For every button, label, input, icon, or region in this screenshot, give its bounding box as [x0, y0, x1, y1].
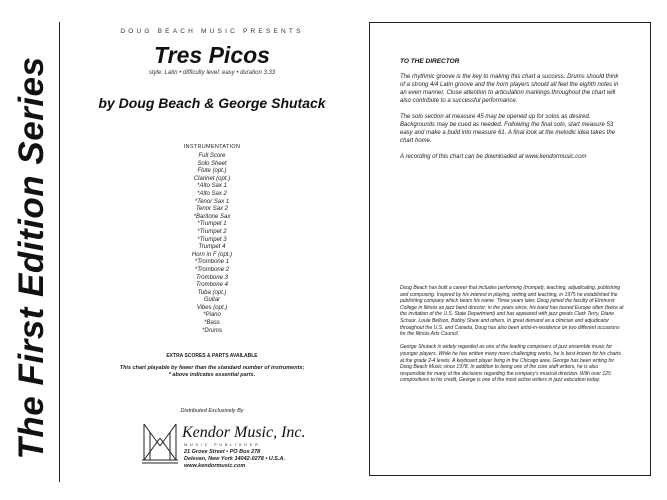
series-sidebar — [6, 22, 60, 482]
cover-left-column — [62, 0, 362, 500]
director-panel — [369, 22, 651, 476]
distributed-by: Distributed Exclusively By — [180, 408, 244, 414]
address-line: 21 Grove Street • PO Box 278 — [184, 449, 261, 455]
instrumentation-heading: INSTRUMENTATION — [183, 144, 241, 150]
instrument-item: Tuba (opt.) — [197, 289, 227, 296]
instrument-item: *Trumpet 1 — [197, 221, 227, 228]
instrument-item: Flute (opt.) — [197, 168, 227, 175]
director-paragraph: The rhythmic groove is the key to making this chart a success. Drums should think of a strong 4/4 Latin groove and the horn players should all feel the eighth notes in an even manner. Close attention to articulation markings throughout the chart will also contribute to a successful performance. — [400, 74, 619, 104]
director-heading: TO THE DIRECTOR — [400, 58, 460, 65]
instrument-item: Solo Sheet — [197, 160, 227, 167]
instrument-item: Full Score — [198, 153, 226, 159]
instrument-item: *Alto Sax 2 — [197, 190, 227, 197]
byline: by Doug Beach & George Shutack — [98, 95, 326, 111]
composer-bios — [400, 285, 625, 391]
publisher-address — [184, 449, 285, 470]
bio-george-shutack: George Shutack is widely regarded as one of the leading composers of jazz ensemble music for younger players. While he has written many more challenging works, he is best known for his charts at the grade 2-4 levels. A keyboard player living in the Chicago area, George has been writing for Doug Beach Music since 1978. In addition to being one of the core staff writers, he is also responsible for many of the decisions regarding the company's musical direction. With over 125 compositions to his credit, George is one of the most active writers in jazz education today. — [400, 344, 621, 384]
publisher-name: Kendor Music, Inc. — [182, 424, 306, 441]
instrument-item: *Trumpet 3 — [197, 236, 227, 243]
instrument-item: *Tenor Sax 1 — [194, 198, 230, 205]
instrument-item: Trombone 4 — [196, 282, 228, 289]
instrument-item: Clarinet (opt.) — [193, 175, 231, 182]
kendor-logo-icon — [140, 420, 180, 466]
instrument-item: *Trumpet 2 — [197, 228, 227, 235]
instrument-item: Trombone 3 — [196, 274, 228, 281]
instrument-item: *Trombone 1 — [194, 259, 230, 266]
director-paragraph: A recording of this chart can be downloaded at www.kendormusic.com — [400, 154, 587, 160]
instrument-item: Horn in F (opt.) — [191, 251, 233, 258]
essential-parts-line: * above indicates essential parts. — [168, 372, 256, 378]
instrument-item: *Trombone 2 — [194, 266, 230, 273]
series-title: The First Edition Series — [12, 56, 51, 460]
instrument-item: *Piano — [203, 312, 221, 319]
instrument-item: *Alto Sax 1 — [197, 183, 227, 190]
instrumentation-list — [62, 153, 362, 335]
publisher-website: www.kendormusic.com — [184, 463, 246, 469]
instrument-item: *Baritone Sax — [193, 213, 231, 220]
bio-doug-beach: Doug Beach has built a career that includes performing (trumpet), teaching, adjudicating, publishing and composing. Inspired by his interest in playing, writing and teaching, in 1975 he established the publishing company which bears his name. Three years later, Doug joined the faculty of Elmhurst College in Illinois as jazz band director; in the years since, his band has toured Europe often (twice at the invitation of the U.S. State Department) and has appeared with jazz greats Clark Terry, Diane Schuur, Louie Bellson, Bobby Shew and others. In great demand as a clinician and adjudicator throughout the U.S. and Canada, Doug has also been artist-in-residence on two different occasions for the Illinois Arts Council. — [400, 285, 624, 338]
instrument-item: *Drums — [201, 327, 222, 334]
director-notes — [400, 73, 625, 169]
playable-note — [92, 365, 332, 379]
chart-meta: style: Latin • difficulty level: easy • duration 3:33 — [148, 70, 276, 76]
playable-note-line: This chart playable by fewer than the standard number of instruments; — [119, 365, 305, 371]
presents-line: DOUG BEACH MUSIC PRESENTS — [120, 28, 304, 35]
director-paragraph: The solo section at measure 45 may be opened up for solos as desired. Backgrounds may be cued as needed. Following the final solo, start measure 53 easy and make a build into measure 61. A final look at the melodic idea takes the chart home. — [400, 114, 616, 144]
instrument-item: Vibes (opt.) — [196, 304, 228, 311]
instrument-item: Guitar — [203, 297, 221, 304]
instrument-item: Trumpet 4 — [198, 244, 226, 251]
instrument-item: *Bass — [204, 320, 220, 327]
chart-title: Tres Picos — [154, 42, 270, 68]
instrument-item: Tenor Sax 2 — [195, 206, 229, 213]
extra-parts-note: EXTRA SCORES & PARTS AVAILABLE — [166, 353, 258, 359]
address-line: Delevan, New York 14042-0278 • U.S.A. — [184, 456, 285, 462]
publisher-subtitle: MUSIC PUBLISHER — [184, 443, 261, 447]
